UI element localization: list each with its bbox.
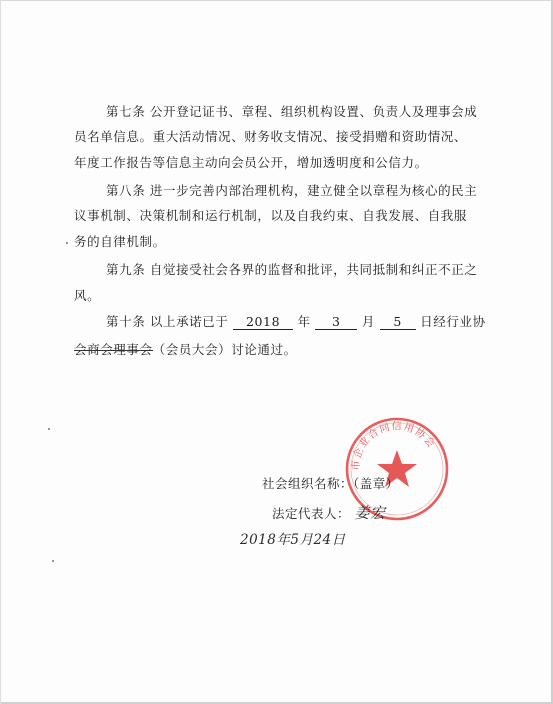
- article-8-line-3: 务的自律机制。: [74, 234, 166, 249]
- page-border-left: [0, 0, 1, 704]
- article-10-prefix: 第十条 以上承诺已于: [106, 314, 229, 329]
- article-8-line-2: 议事机制、决策机制和运行机制，以及自我约束、自我发展、自我服: [74, 208, 468, 223]
- article-10-line-2-rest: （会员大会）讨论通过。: [152, 342, 297, 357]
- article-9-line-2: 风。: [74, 288, 101, 303]
- organization-name-row: [262, 474, 399, 492]
- article-7-line-2: 员名单信息。重大活动情况、财务收支情况、接受捐赠和资助情况、: [74, 129, 468, 144]
- seal-text: 市企业合同信用协会: [350, 421, 438, 471]
- article-10-line-1: [106, 314, 486, 330]
- legal-representative-label: 法定代表人：: [272, 506, 351, 521]
- scan-mark: [48, 428, 50, 430]
- article-7-line-1: 第七条 公开登记证书、章程、组织机构设置、负责人及理事会成: [106, 104, 478, 119]
- article-10-line-2: [74, 342, 297, 358]
- article-10-month: 3: [315, 315, 357, 330]
- scan-mark: [66, 242, 68, 244]
- article-8-line-1: 第八条 进一步完善内部治理机构，建立健全以章程为核心的民主: [106, 183, 478, 198]
- article-10-month-unit: 月: [361, 314, 376, 329]
- article-7-line-3: 年度工作报告等信息主动向会员公开，增加透明度和公信力。: [74, 155, 428, 170]
- struck-text: 会商会理事会: [74, 342, 153, 357]
- article-10-year: 2018: [233, 315, 293, 330]
- article-10-year-unit: 年: [297, 314, 311, 329]
- legal-representative-row: [272, 502, 386, 523]
- organization-name-label: 社会组织名称：: [262, 476, 354, 491]
- representative-signature: 姜宏: [354, 504, 386, 522]
- page-border-top: [0, 0, 553, 1]
- article-10-day: 5: [380, 315, 416, 330]
- article-9-line-1: 第九条 自觉接受社会各界的监督和批评，共同抵制和纠正不正之: [106, 262, 478, 277]
- stamp-note: （盖章）: [353, 476, 399, 491]
- scan-mark: [52, 560, 54, 562]
- handwritten-date: 2018年5月24日: [240, 532, 346, 548]
- article-10-suffix: 日经行业协: [420, 314, 486, 329]
